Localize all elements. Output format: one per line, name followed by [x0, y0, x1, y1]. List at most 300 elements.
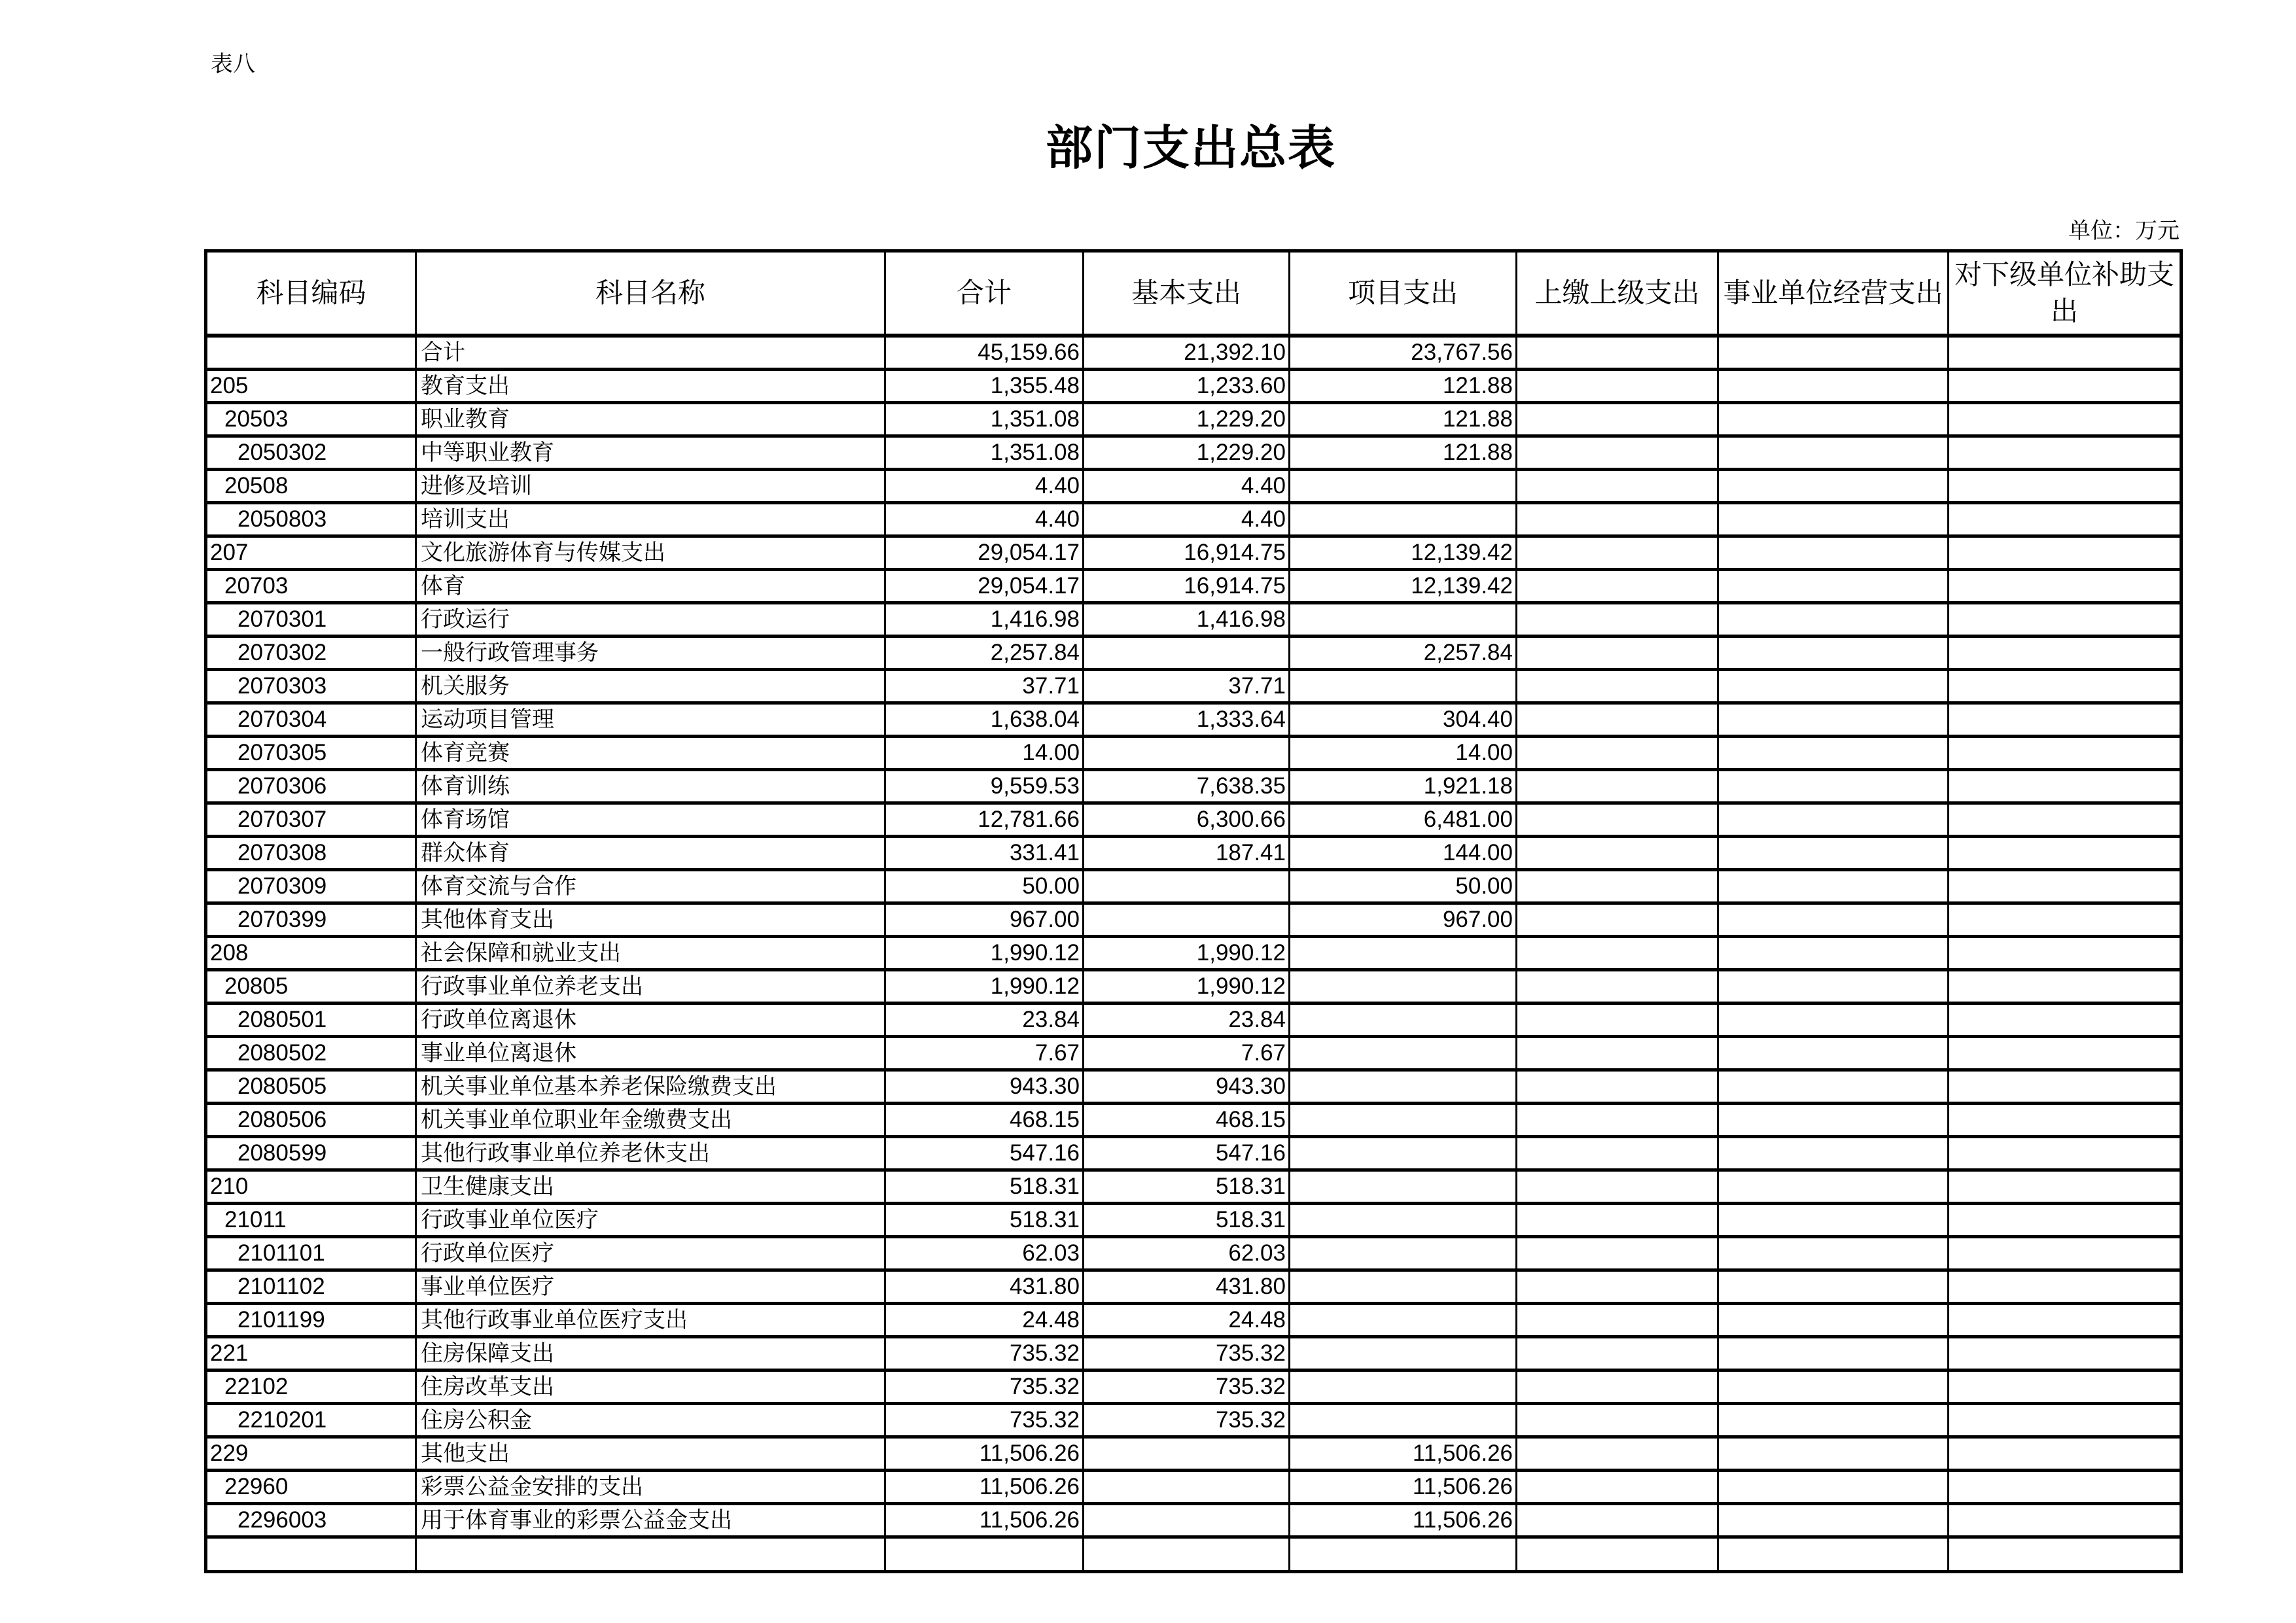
row-upper [1517, 1437, 1718, 1471]
table-row [206, 1404, 2181, 1437]
row-name: 一般行政管理事务 [416, 637, 885, 670]
row-subsidy [1949, 336, 2181, 370]
row-basic: 4.40 [1084, 503, 1290, 536]
row-project [1290, 1170, 1517, 1204]
table-row [206, 1504, 2181, 1537]
row-name [416, 1537, 885, 1572]
row-code: 2070303 [206, 670, 416, 703]
row-subsidy [1949, 1504, 2181, 1537]
row-total: 1,638.04 [885, 703, 1084, 737]
header-total: 合计 [885, 251, 1084, 336]
row-subsidy [1949, 903, 2181, 937]
row-name: 运动项目管理 [416, 703, 885, 737]
header-basic: 基本支出 [1084, 251, 1290, 336]
row-name: 合计 [416, 336, 885, 370]
row-upper [1517, 1037, 1718, 1070]
row-business [1718, 1471, 1949, 1504]
row-subsidy [1949, 937, 2181, 970]
row-subsidy [1949, 1070, 2181, 1104]
row-total: 62.03 [885, 1237, 1084, 1270]
row-basic: 37.71 [1084, 670, 1290, 703]
row-business [1718, 570, 1949, 603]
row-upper [1517, 570, 1718, 603]
expenditure-table [204, 249, 2183, 1573]
row-total: 735.32 [885, 1337, 1084, 1370]
row-basic [1084, 1537, 1290, 1572]
row-project [1290, 470, 1517, 503]
row-name: 中等职业教育 [416, 436, 885, 470]
table-row [206, 737, 2181, 770]
row-code: 2080502 [206, 1037, 416, 1070]
row-upper [1517, 1471, 1718, 1504]
table-row [206, 837, 2181, 870]
unit-label: 单位：万元 [2068, 218, 2180, 244]
row-project: 11,506.26 [1290, 1437, 1517, 1471]
row-name: 行政事业单位医疗 [416, 1204, 885, 1237]
row-project: 12,139.42 [1290, 536, 1517, 570]
table-row [206, 603, 2181, 637]
row-code: 2070302 [206, 637, 416, 670]
row-name: 体育竞赛 [416, 737, 885, 770]
row-name: 行政事业单位养老支出 [416, 970, 885, 1003]
row-business [1718, 536, 1949, 570]
row-business [1718, 703, 1949, 737]
row-code: 2080505 [206, 1070, 416, 1104]
row-code: 2296003 [206, 1504, 416, 1537]
row-upper [1517, 1337, 1718, 1370]
row-business [1718, 370, 1949, 403]
row-project: 967.00 [1290, 903, 1517, 937]
row-project [1290, 1404, 1517, 1437]
row-basic [1084, 1437, 1290, 1471]
row-upper [1517, 1170, 1718, 1204]
row-upper [1517, 1370, 1718, 1404]
row-subsidy [1949, 1003, 2181, 1037]
table-row [206, 970, 2181, 1003]
row-name: 培训支出 [416, 503, 885, 536]
row-total: 45,159.66 [885, 336, 1084, 370]
row-business [1718, 1204, 1949, 1237]
row-total: 9,559.53 [885, 770, 1084, 803]
table-body [206, 336, 2181, 1572]
row-total: 14.00 [885, 737, 1084, 770]
row-code: 2101199 [206, 1304, 416, 1337]
header-project: 项目支出 [1290, 251, 1517, 336]
row-basic: 547.16 [1084, 1137, 1290, 1170]
row-name: 住房改革支出 [416, 1370, 885, 1404]
table-row [206, 937, 2181, 970]
row-total: 11,506.26 [885, 1471, 1084, 1504]
row-project: 14.00 [1290, 737, 1517, 770]
row-total: 12,781.66 [885, 803, 1084, 837]
row-total: 518.31 [885, 1204, 1084, 1237]
row-code: 20805 [206, 970, 416, 1003]
row-upper [1517, 603, 1718, 637]
row-project [1290, 1237, 1517, 1270]
row-total: 331.41 [885, 837, 1084, 870]
table-row [206, 436, 2181, 470]
row-business [1718, 803, 1949, 837]
row-subsidy [1949, 703, 2181, 737]
row-project [1290, 1204, 1517, 1237]
table-row [206, 1170, 2181, 1204]
row-upper [1517, 1070, 1718, 1104]
row-project [1290, 1104, 1517, 1137]
row-project: 23,767.56 [1290, 336, 1517, 370]
row-business [1718, 870, 1949, 903]
row-upper [1517, 970, 1718, 1003]
row-basic [1084, 737, 1290, 770]
row-business [1718, 1137, 1949, 1170]
table-row [206, 1070, 2181, 1104]
table-row [206, 770, 2181, 803]
row-upper [1517, 503, 1718, 536]
row-subsidy [1949, 637, 2181, 670]
row-basic [1084, 637, 1290, 670]
row-project [1290, 1137, 1517, 1170]
row-basic: 24.48 [1084, 1304, 1290, 1337]
row-business [1718, 903, 1949, 937]
row-business [1718, 1504, 1949, 1537]
row-total: 943.30 [885, 1070, 1084, 1104]
row-name: 其他行政事业单位养老休支出 [416, 1137, 885, 1170]
row-total: 967.00 [885, 903, 1084, 937]
row-basic [1084, 870, 1290, 903]
row-name: 体育训练 [416, 770, 885, 803]
table-row [206, 1037, 2181, 1070]
row-name: 机关事业单位职业年金缴费支出 [416, 1104, 885, 1137]
row-basic: 431.80 [1084, 1270, 1290, 1304]
row-basic: 21,392.10 [1084, 336, 1290, 370]
row-business [1718, 1170, 1949, 1204]
row-upper [1517, 470, 1718, 503]
row-code: 22102 [206, 1370, 416, 1404]
table-row [206, 1204, 2181, 1237]
row-subsidy [1949, 1037, 2181, 1070]
row-project [1290, 1337, 1517, 1370]
row-subsidy [1949, 837, 2181, 870]
row-subsidy [1949, 570, 2181, 603]
row-code: 2070308 [206, 837, 416, 870]
row-upper [1517, 1137, 1718, 1170]
row-subsidy [1949, 1537, 2181, 1572]
row-basic: 1,333.64 [1084, 703, 1290, 737]
row-upper [1517, 370, 1718, 403]
row-upper [1517, 1304, 1718, 1337]
row-name: 行政单位医疗 [416, 1237, 885, 1270]
row-total: 4.40 [885, 503, 1084, 536]
row-project: 11,506.26 [1290, 1504, 1517, 1537]
row-upper [1517, 870, 1718, 903]
row-subsidy [1949, 1237, 2181, 1270]
row-business [1718, 336, 1949, 370]
table-row [206, 570, 2181, 603]
row-project [1290, 603, 1517, 637]
table-row [206, 1137, 2181, 1170]
row-upper [1517, 436, 1718, 470]
row-basic: 4.40 [1084, 470, 1290, 503]
row-business [1718, 503, 1949, 536]
row-total: 1,416.98 [885, 603, 1084, 637]
row-total: 518.31 [885, 1170, 1084, 1204]
row-upper [1517, 737, 1718, 770]
row-code: 2070306 [206, 770, 416, 803]
table-row [206, 1270, 2181, 1304]
row-code: 22960 [206, 1471, 416, 1504]
row-project [1290, 1370, 1517, 1404]
row-subsidy [1949, 470, 2181, 503]
row-code: 221 [206, 1337, 416, 1370]
row-name: 住房保障支出 [416, 1337, 885, 1370]
row-code: 2080501 [206, 1003, 416, 1037]
row-code: 2050302 [206, 436, 416, 470]
row-business [1718, 937, 1949, 970]
row-business [1718, 1070, 1949, 1104]
row-upper [1517, 837, 1718, 870]
header-code: 科目编码 [206, 251, 416, 336]
table-row [206, 670, 2181, 703]
row-subsidy [1949, 436, 2181, 470]
row-upper [1517, 637, 1718, 670]
row-project: 6,481.00 [1290, 803, 1517, 837]
row-code: 21011 [206, 1204, 416, 1237]
row-project [1290, 970, 1517, 1003]
row-basic: 62.03 [1084, 1237, 1290, 1270]
row-subsidy [1949, 970, 2181, 1003]
row-project [1290, 1003, 1517, 1037]
header-subsidy: 对下级单位补助支出 [1949, 251, 2181, 336]
row-basic: 518.31 [1084, 1170, 1290, 1204]
row-project: 2,257.84 [1290, 637, 1517, 670]
row-total: 1,351.08 [885, 436, 1084, 470]
row-code: 20508 [206, 470, 416, 503]
row-project [1290, 937, 1517, 970]
row-basic: 7.67 [1084, 1037, 1290, 1070]
row-basic [1084, 1471, 1290, 1504]
row-subsidy [1949, 1104, 2181, 1137]
row-basic: 518.31 [1084, 1204, 1290, 1237]
row-total: 735.32 [885, 1370, 1084, 1404]
row-basic: 735.32 [1084, 1337, 1290, 1370]
row-total: 37.71 [885, 670, 1084, 703]
row-project [1290, 503, 1517, 536]
row-total [885, 1537, 1084, 1572]
row-name: 行政运行 [416, 603, 885, 637]
header-name: 科目名称 [416, 251, 885, 336]
row-total: 547.16 [885, 1137, 1084, 1170]
row-upper [1517, 1270, 1718, 1304]
row-subsidy [1949, 870, 2181, 903]
row-upper [1517, 403, 1718, 436]
row-subsidy [1949, 1437, 2181, 1471]
row-basic: 7,638.35 [1084, 770, 1290, 803]
row-name: 其他行政事业单位医疗支出 [416, 1304, 885, 1337]
row-total: 7.67 [885, 1037, 1084, 1070]
row-project: 1,921.18 [1290, 770, 1517, 803]
row-subsidy [1949, 1304, 2181, 1337]
row-upper [1517, 1003, 1718, 1037]
header-business: 事业单位经营支出 [1718, 251, 1949, 336]
row-code: 208 [206, 937, 416, 970]
row-project: 304.40 [1290, 703, 1517, 737]
row-business [1718, 637, 1949, 670]
row-name: 进修及培训 [416, 470, 885, 503]
row-basic: 16,914.75 [1084, 570, 1290, 603]
row-code: 20503 [206, 403, 416, 436]
row-subsidy [1949, 503, 2181, 536]
row-business [1718, 1270, 1949, 1304]
row-total: 1,990.12 [885, 970, 1084, 1003]
table-row [206, 336, 2181, 370]
table-row [206, 470, 2181, 503]
header-upper: 上缴上级支出 [1517, 251, 1718, 336]
header-row [206, 251, 2181, 336]
row-name: 体育 [416, 570, 885, 603]
row-total: 50.00 [885, 870, 1084, 903]
table-number: 表八 [211, 51, 255, 77]
table-row [206, 536, 2181, 570]
row-upper [1517, 1104, 1718, 1137]
table-row [206, 403, 2181, 436]
row-subsidy [1949, 370, 2181, 403]
row-basic: 468.15 [1084, 1104, 1290, 1137]
row-total: 2,257.84 [885, 637, 1084, 670]
row-subsidy [1949, 1471, 2181, 1504]
row-total: 29,054.17 [885, 570, 1084, 603]
row-business [1718, 403, 1949, 436]
table-row [206, 803, 2181, 837]
row-upper [1517, 336, 1718, 370]
row-code: 2070307 [206, 803, 416, 837]
row-total: 468.15 [885, 1104, 1084, 1137]
row-subsidy [1949, 1137, 2181, 1170]
row-code: 229 [206, 1437, 416, 1471]
row-subsidy [1949, 1370, 2181, 1404]
row-business [1718, 737, 1949, 770]
row-business [1718, 603, 1949, 637]
row-project [1290, 670, 1517, 703]
row-project [1290, 1270, 1517, 1304]
row-business [1718, 1437, 1949, 1471]
row-project: 12,139.42 [1290, 570, 1517, 603]
row-project: 144.00 [1290, 837, 1517, 870]
row-name: 教育支出 [416, 370, 885, 403]
row-upper [1517, 536, 1718, 570]
row-subsidy [1949, 803, 2181, 837]
row-upper [1517, 770, 1718, 803]
row-business [1718, 1237, 1949, 1270]
row-total: 431.80 [885, 1270, 1084, 1304]
row-upper [1517, 670, 1718, 703]
row-name: 事业单位离退休 [416, 1037, 885, 1070]
row-project: 121.88 [1290, 403, 1517, 436]
row-basic: 1,990.12 [1084, 937, 1290, 970]
row-project: 50.00 [1290, 870, 1517, 903]
row-business [1718, 1304, 1949, 1337]
row-name: 彩票公益金安排的支出 [416, 1471, 885, 1504]
row-code: 205 [206, 370, 416, 403]
row-code: 2070309 [206, 870, 416, 903]
table-row [206, 1370, 2181, 1404]
row-business [1718, 1037, 1949, 1070]
row-code: 2050803 [206, 503, 416, 536]
table-row [206, 870, 2181, 903]
row-subsidy [1949, 536, 2181, 570]
row-business [1718, 1104, 1949, 1137]
row-subsidy [1949, 737, 2181, 770]
row-code: 2080599 [206, 1137, 416, 1170]
row-business [1718, 837, 1949, 870]
table-row [206, 1237, 2181, 1270]
row-basic: 1,990.12 [1084, 970, 1290, 1003]
table-row [206, 370, 2181, 403]
row-code: 20703 [206, 570, 416, 603]
row-project: 121.88 [1290, 370, 1517, 403]
row-code [206, 336, 416, 370]
table-row [206, 1537, 2181, 1572]
row-business [1718, 1370, 1949, 1404]
table-row [206, 1437, 2181, 1471]
row-total: 11,506.26 [885, 1437, 1084, 1471]
table-row [206, 903, 2181, 937]
row-business [1718, 970, 1949, 1003]
row-business [1718, 1537, 1949, 1572]
row-name: 机关服务 [416, 670, 885, 703]
row-basic: 187.41 [1084, 837, 1290, 870]
row-name: 职业教育 [416, 403, 885, 436]
row-code: 2070305 [206, 737, 416, 770]
row-name: 机关事业单位基本养老保险缴费支出 [416, 1070, 885, 1104]
row-code: 2070301 [206, 603, 416, 637]
row-project [1290, 1304, 1517, 1337]
row-project [1290, 1070, 1517, 1104]
row-name: 群众体育 [416, 837, 885, 870]
row-code: 2101102 [206, 1270, 416, 1304]
row-project: 121.88 [1290, 436, 1517, 470]
row-upper [1517, 903, 1718, 937]
row-code [206, 1537, 416, 1572]
row-name: 体育场馆 [416, 803, 885, 837]
row-name: 卫生健康支出 [416, 1170, 885, 1204]
row-upper [1517, 1204, 1718, 1237]
row-basic: 735.32 [1084, 1370, 1290, 1404]
row-subsidy [1949, 1170, 2181, 1204]
row-basic: 735.32 [1084, 1404, 1290, 1437]
row-basic: 1,416.98 [1084, 603, 1290, 637]
row-business [1718, 470, 1949, 503]
table-row [206, 1104, 2181, 1137]
row-subsidy [1949, 670, 2181, 703]
row-upper [1517, 1404, 1718, 1437]
row-upper [1517, 1537, 1718, 1572]
row-subsidy [1949, 603, 2181, 637]
row-code: 2080506 [206, 1104, 416, 1137]
row-basic: 6,300.66 [1084, 803, 1290, 837]
row-name: 文化旅游体育与传媒支出 [416, 536, 885, 570]
page-title: 部门支出总表 [1045, 120, 1336, 175]
row-name: 事业单位医疗 [416, 1270, 885, 1304]
table-row [206, 1003, 2181, 1037]
row-basic [1084, 903, 1290, 937]
row-code: 2210201 [206, 1404, 416, 1437]
row-total: 1,355.48 [885, 370, 1084, 403]
table-row [206, 1304, 2181, 1337]
row-subsidy [1949, 770, 2181, 803]
row-upper [1517, 803, 1718, 837]
row-project [1290, 1537, 1517, 1572]
row-name: 体育交流与合作 [416, 870, 885, 903]
row-total: 23.84 [885, 1003, 1084, 1037]
